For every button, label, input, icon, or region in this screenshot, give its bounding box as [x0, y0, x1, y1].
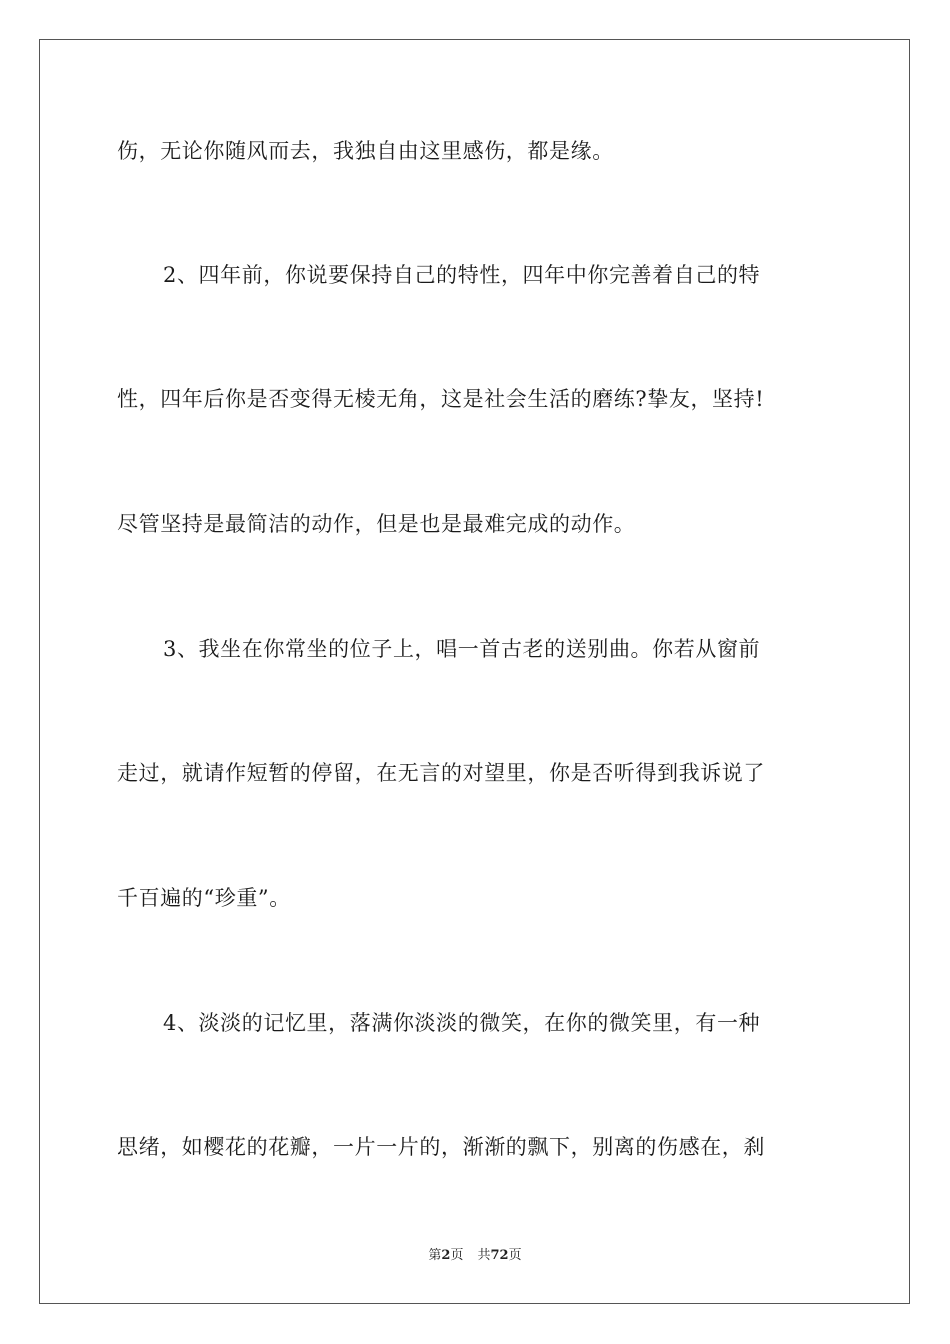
text-line-5: 3、我坐在你常坐的位子上，唱一首古老的送别曲。你若从窗前 — [163, 637, 761, 661]
text-line-8: 4、淡淡的记忆里，落满你淡淡的微笑，在你的微笑里，有一种 — [163, 1011, 761, 1035]
text-line-7: 千百遍的“珍重”。 — [117, 886, 291, 910]
total-suffix: 页 — [508, 1248, 522, 1263]
text-line-4: 尽管坚持是最简洁的动作，但是也是最难完成的动作。 — [117, 512, 636, 536]
text-line-2: 2、四年前，你说要保持自己的特性，四年中你完善着自己的特 — [163, 263, 761, 287]
text-line-6: 走过，就请作短暂的停留，在无言的对望里，你是否听得到我诉说了 — [117, 761, 765, 785]
total-prefix: 共 — [477, 1248, 491, 1263]
page-border — [39, 39, 910, 1304]
text-line-1: 伤，无论你随风而去，我独自由这里感伤，都是缘。 — [117, 139, 614, 163]
page-prefix: 第 — [428, 1248, 442, 1263]
text-line-3: 性，四年后你是否变得无棱无角，这是社会生活的磨练?挚友，坚持! — [117, 387, 765, 411]
page-footer — [0, 1247, 950, 1265]
page-number: 2 — [441, 1248, 451, 1263]
total-pages: 72 — [490, 1248, 509, 1263]
text-line-9: 思绪，如樱花的花瓣，一片一片的，渐渐的飘下，别离的伤感在，刹 — [117, 1135, 765, 1159]
page-suffix: 页 — [450, 1248, 464, 1263]
